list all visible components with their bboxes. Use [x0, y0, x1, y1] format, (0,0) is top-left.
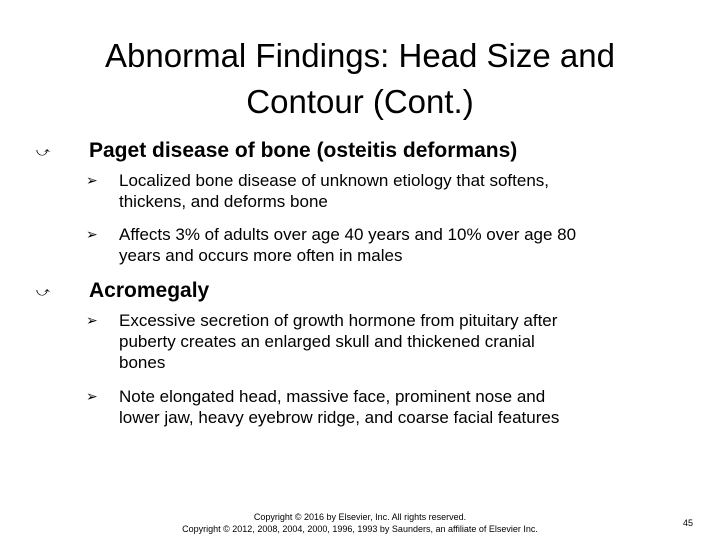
- bullet-line: thickens, and deforms bone: [119, 192, 328, 211]
- copyright-line: Copyright © 2016 by Elsevier, Inc. All rights reserved.: [253, 512, 467, 522]
- arrow-bullet-icon: ➢: [86, 313, 98, 329]
- arrow-bullet-icon: ➢: [86, 389, 98, 405]
- bullet-line: lower jaw, heavy eyebrow ridge, and coarse facial features: [119, 408, 560, 427]
- curved-arrow-bullet-icon: ⤻: [36, 285, 50, 300]
- arrow-bullet-icon: ➢: [86, 173, 98, 189]
- bullet-text: [119, 310, 679, 373]
- curved-arrow-bullet-icon: ⤻: [36, 145, 50, 160]
- page-number: 45: [683, 518, 694, 528]
- copyright-line: Copyright © 2012, 2008, 2004, 2000, 1996, 1993 by Saunders, an affiliate of Elsevier Inc.: [182, 524, 538, 534]
- arrow-bullet-icon: ➢: [86, 227, 98, 243]
- bullet-line: Excessive secretion of growth hormone from pituitary after: [119, 311, 558, 330]
- bullet-text: [119, 386, 679, 428]
- bullet-text: [119, 170, 679, 212]
- bullet-line: bones: [119, 353, 166, 372]
- slide-title-line: Contour (Cont.): [246, 83, 474, 120]
- bullet-line: Note elongated head, massive face, prominent nose and: [119, 387, 546, 406]
- section-heading: Acromegaly: [89, 279, 210, 302]
- section-heading: Paget disease of bone (osteitis deformans): [89, 139, 518, 162]
- slide-title-line: Abnormal Findings: Head Size and: [105, 37, 615, 74]
- bullet-line: Localized bone disease of unknown etiology that softens,: [119, 171, 550, 190]
- slide-title: [40, 33, 680, 125]
- copyright-notice: [140, 511, 580, 535]
- bullet-line: years and occurs more often in males: [119, 246, 403, 265]
- bullet-line: Affects 3% of adults over age 40 years and 10% over age 80: [119, 225, 577, 244]
- bullet-text: [119, 224, 679, 266]
- bullet-line: puberty creates an enlarged skull and thickened cranial: [119, 332, 535, 351]
